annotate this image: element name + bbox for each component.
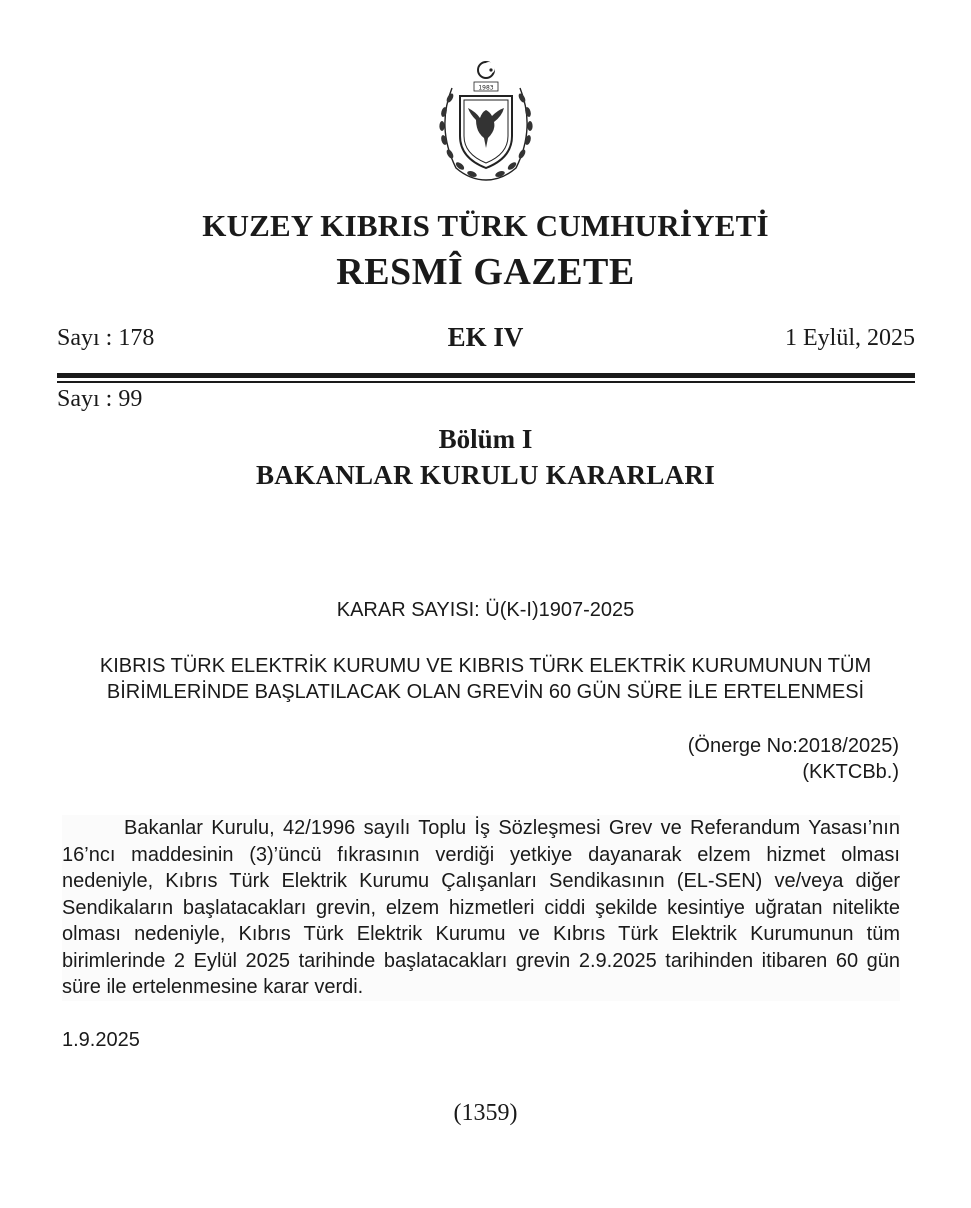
- sub-issue-number: Sayı : 99: [57, 386, 143, 412]
- decision-number: KARAR SAYISI: Ü(K-I)1907-2025: [336, 599, 635, 621]
- gazette-title: RESMÎ GAZETE: [336, 251, 635, 293]
- reference-block: [688, 733, 899, 785]
- header-divider-thin: [57, 381, 915, 383]
- signing-date: 1.9.2025: [62, 1029, 140, 1051]
- state-emblem-icon: [430, 58, 542, 188]
- source-reference: (KKTCBb.): [802, 761, 899, 783]
- decision-title-line: BİRİMLERİNDE BAŞLATILACAK OLAN GREVİN 60 GÜN SÜRE İLE ERTELENMESİ: [106, 681, 865, 703]
- supplement-label: EK IV: [447, 322, 524, 352]
- emblem-year: 1983: [478, 84, 494, 92]
- decision-title: [50, 653, 921, 705]
- decision-body: Bakanlar Kurulu, 42/1996 sayılı Toplu İş Sözleşmesi Grev ve Referandum Yasası’nın 16’ncı maddesinin (3)’üncü fıkrasının verdiği yetkiye dayanarak elzem hizmet olması nedeniyle, Kıbrıs Türk Elektrik Kurumu Çalışanları Sendikasının (EL-SEN) ve/veya diğer Sendikaların başlatacakları grevin, elzem hizmetleri ciddi şekilde kesintiye uğratan nitelikte olması nedeniyle, Kıbrıs Türk Elektrik Kurumu ve Kıbrıs Türk Elektrik Kurumunun tüm birimlerinde 2 Eylül 2025 tarihinde başlatacakları grevin 2.9.2025 tarihinden itibaren 60 gün süre ile ertelenmesine karar verdi.: [62, 815, 900, 1001]
- decision-title-line: KIBRIS TÜRK ELEKTRİK KURUMU VE KIBRIS TÜRK ELEKTRİK KURUMUNUN TÜM: [99, 655, 872, 677]
- section-title: BAKANLAR KURULU KARARLARI: [255, 460, 716, 490]
- section-label: Bölüm I: [438, 424, 533, 454]
- state-name: KUZEY KIBRIS TÜRK CUMHURİYETİ: [202, 208, 769, 243]
- publication-date: 1 Eylül, 2025: [785, 325, 915, 351]
- page-number: (1359): [453, 1100, 518, 1126]
- proposal-reference: (Önerge No:2018/2025): [687, 735, 899, 757]
- header-divider-thick: [57, 373, 915, 378]
- issue-number: Sayı : 178: [57, 325, 155, 351]
